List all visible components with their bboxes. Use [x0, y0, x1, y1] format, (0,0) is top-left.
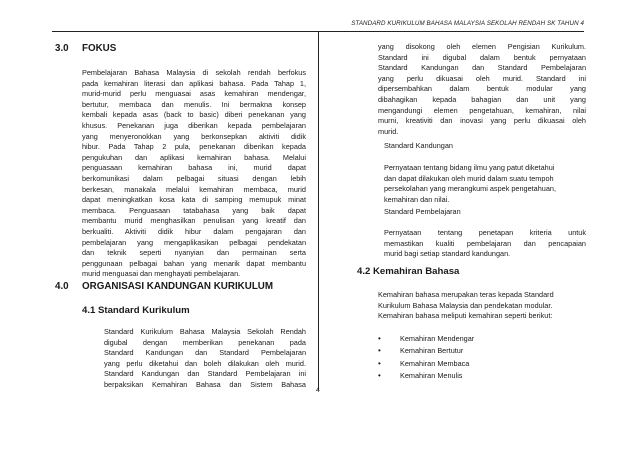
body-line: Pernyataan tentang bidang ilmu yang patut diketahui	[384, 163, 555, 172]
standard-pembelajaran-label: Standard Pembelajaran	[384, 207, 461, 216]
list-item	[378, 333, 474, 345]
body-line: yang perlu diketahui dan boleh dilakukan oleh murid.	[104, 358, 306, 368]
body-line: dibahagikan kepada bahagian dan unit yang	[378, 94, 586, 104]
body-line: memastikan kualiti pembelajaran dan pencapaian	[384, 238, 586, 248]
body-line: membaca. Penguasaan tatabahasa yang baik dapat	[82, 205, 306, 215]
section-3-number: 3.0	[55, 43, 69, 54]
body-line: dapat meningkatkan kosa kata di samping memupuk minat	[82, 195, 306, 205]
body-line: Kemahiran bahasa meliputi kemahiran seperti berikut:	[378, 311, 553, 321]
body-line: Standard Kandungan dan Standard Pembelajaran	[378, 63, 586, 73]
body-line: yang perlu dikuasai oleh murid. Standard ini	[378, 73, 586, 83]
body-line: yang menyeronokkan yang berkonsepkan aktiviti didik	[82, 131, 306, 141]
body-line: persekolahan yang merangkumi aspek pengetahuan,	[384, 184, 557, 194]
body-line: digubal dengan memberikan penekanan pada	[104, 337, 306, 347]
section-3-title: FOKUS	[82, 43, 117, 54]
list-item-text: Kemahiran Menulis	[400, 371, 463, 381]
bullet-icon: •	[378, 371, 381, 381]
page-number: 4	[316, 387, 320, 394]
section-4-number: 4.0	[55, 281, 69, 292]
body-line: Standard Kandungan dan Standard Pembelajaran ini	[104, 369, 306, 379]
body-line: dipersembahkan dalam bentuk modular yang	[378, 84, 586, 94]
list-item	[378, 358, 474, 370]
body-line: berkomunikasi dalam pelbagai situasi dengan lebih	[82, 173, 306, 183]
body-line: pembelajaran yang mengaplikasikan pelbagai pendekatan	[82, 237, 306, 247]
body-line: membantu murid menghasilkan penulisan yang kreatif dan	[82, 216, 306, 226]
body-line: Kurikulum Bahasa Malaysia dan pendekatan modular.	[378, 300, 553, 310]
body-line: kembali kepada asas (back to basic) diberi penekanan yang	[82, 110, 306, 120]
body-line: kemahiran dan nilai.	[384, 194, 450, 204]
bullet-icon: •	[378, 358, 381, 368]
body-line: penggunaan pelbagai bahan yang menarik dapat membantu	[82, 258, 306, 268]
body-line: hibur. Pada Tahap 2 pula, penekanan diberikan kepada	[82, 142, 306, 152]
column-divider	[318, 32, 319, 390]
body-line: Standard ini digubal dalam bentuk pernyataan	[378, 52, 586, 62]
skills-bullet-list	[378, 333, 474, 383]
standard-kandungan-label: Standard Kandungan	[384, 141, 453, 150]
body-line: murni, kreativiti dan inovasi yang perlu dikuasai oleh	[378, 116, 586, 126]
bullet-icon: •	[378, 346, 381, 356]
section-3-body	[82, 68, 306, 280]
list-item-text: Kemahiran Membaca	[400, 358, 470, 368]
body-line: berkualiti. Aktiviti didik hibur dalam pengajaran dan	[82, 226, 306, 236]
bullet-icon: •	[378, 334, 381, 343]
list-item	[378, 370, 474, 382]
standard-pembelajaran-body	[384, 228, 586, 260]
body-line: penguasaan kemahiran bahasa ini, murid dapat	[82, 163, 306, 173]
body-line: pengukuhan dan aplikasi kemahiran bahasa. Melalui	[82, 152, 306, 162]
body-line: dan teknik seperti nyanyian dan permainan serta	[82, 248, 306, 258]
right-intro-body	[378, 42, 586, 137]
body-line: mengandungi elemen pengetahuan, kemahiran, nilai	[378, 105, 586, 115]
body-line: Standard Kandungan dan Standard Pembelajaran	[104, 348, 306, 358]
body-line: dan dapat dilakukan oleh murid dalam suatu tempoh	[384, 173, 554, 183]
body-line: Standard Kurikulum Bahasa Malaysia Sekolah Rendah	[104, 327, 306, 336]
subsection-4-1-title: 4.1 Standard Kurikulum	[82, 305, 190, 316]
body-line: khusus. Penekanan juga diberikan kepada pembelajaran	[82, 120, 306, 130]
subsection-4-2-title: 4.2 Kemahiran Bahasa	[357, 266, 460, 277]
standard-kandungan-body	[384, 163, 586, 205]
body-line: murid.	[378, 126, 399, 136]
body-line: pada kemahiran literasi dan aplikasi bahasa. Pada Tahap 1,	[82, 78, 306, 88]
body-line: Pembelajaran Bahasa Malaysia di sekolah rendah berfokus	[82, 68, 306, 77]
body-line: bertutur, membaca dan menulis. Ini bermakna konsep	[82, 99, 306, 109]
list-item-text: Kemahiran Bertutur	[400, 346, 464, 356]
list-item-text: Kemahiran Mendengar	[400, 334, 475, 343]
list-item	[378, 345, 474, 357]
body-line: berkesan, manakala melalui kemahiran membaca, murid	[82, 184, 306, 194]
body-line: Pernyataan tentang penetapan kriteria untuk	[384, 228, 586, 237]
body-line: murid bagi setiap standard kandungan.	[384, 249, 511, 259]
body-line: Kemahiran bahasa merupakan teras kepada Standard	[378, 290, 554, 299]
body-line: murid-murid perlu menguasai asas kemahiran mendengar,	[82, 89, 306, 99]
section-4-title: ORGANISASI KANDUNGAN KURIKULUM	[82, 281, 274, 292]
running-header: STANDARD KURIKULUM BAHASA MALAYSIA SEKOLAH RENDAH SK TAHUN 4	[351, 20, 584, 27]
subsection-4-1-body	[104, 327, 306, 391]
body-line: berpaksikan Kemahiran Bahasa dan Sistem Bahasa	[104, 379, 306, 389]
body-line: murid menguasai dan menghayati pembelajaran.	[82, 269, 241, 279]
body-line: yang disokong oleh elemen Pengisian Kurikulum.	[378, 42, 586, 51]
subsection-4-2-body	[378, 290, 588, 322]
